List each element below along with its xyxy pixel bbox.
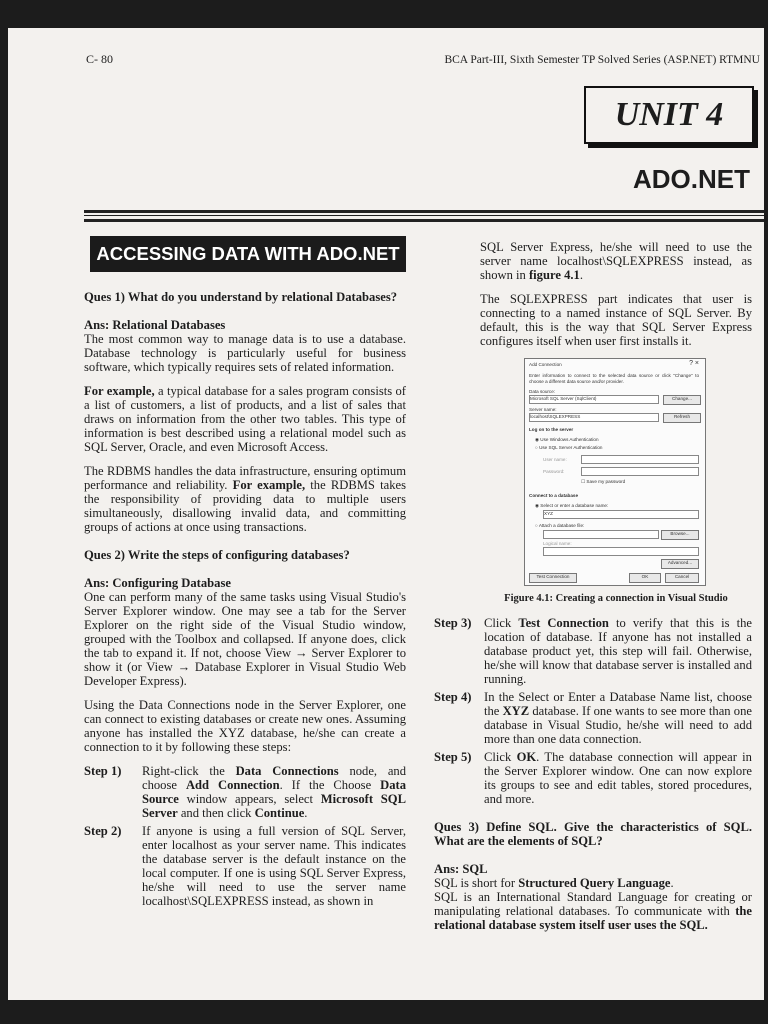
change-button: Change... (663, 395, 701, 405)
logical-name-field (543, 547, 699, 556)
answer-title: Ans: Configuring Database (84, 576, 231, 590)
step-1 (84, 764, 406, 820)
question-2: Ques 2) Write the steps of configuring databases? (84, 548, 350, 562)
dialog-title: Add Connection (529, 362, 562, 367)
close-icon: ? × (689, 360, 699, 367)
question-3: Ques 3) Define SQL. Give the characteristics of SQL. What are the elements of SQL? (434, 820, 752, 848)
cancel-button: Cancel (665, 573, 699, 583)
step-text: Click Test Connection to verify that this is the location of database. If anyone has not installed a database product yet, this step will fail. Otherwise, he/she will know that database server is installed and running. (484, 616, 752, 686)
divider-rule (84, 219, 764, 222)
paragraph: One can perform many of the same tasks using Visual Studio's Server Explorer window. One may see a tab for the Server Explorer on the right side of the Visual Studio window, grouped with the Toolbox and collapsed. If anyone does, click the tab to expand it. If not, choose View → Server Explorer to show it (or View → Database Explorer in Visual Studio Web Developer Express). (84, 590, 406, 688)
step-text: In the Select or Enter a Database Name list, choose the XYZ database. If one wants to see more than one database in Visual Studio, he/she will need to add more than one data connection. (484, 690, 752, 746)
logon-group-label: Log on to the server (529, 427, 574, 432)
select-db-option: ◉ Select or enter a database name: (535, 503, 609, 508)
answer-title: Ans: SQL (434, 862, 488, 876)
step-label: Step 5) (434, 750, 472, 764)
server-name-field: localhost\SQLEXPRESS (529, 413, 659, 422)
user-name-label: User name: (543, 457, 567, 462)
connect-group-label: Connect to a database (529, 493, 579, 498)
logical-name-label: Logical name: (543, 541, 572, 546)
chapter-title: ADO.NET (633, 164, 750, 194)
paragraph-text: the RDBMS takes the responsibility of providing data to multiple users simultaneously, disallowing invalid data, and committing groups of actions at once using transactions. (84, 478, 406, 534)
step-label: Step 1) (84, 764, 122, 778)
paragraph (84, 384, 406, 454)
server-name-label: Server name: (529, 407, 557, 412)
user-name-field (581, 455, 699, 464)
emphasis: For example, (232, 478, 306, 492)
save-password-checkbox: ☐ Save my password (581, 479, 626, 484)
database-name-field: XYZ (543, 510, 699, 519)
paragraph: SQL Server Express, he/she will need to use the server name localhost\SQLEXPRESS instead, as shown in figure 4.1. (480, 240, 752, 282)
attach-file-field (543, 530, 659, 539)
browse-button: Browse... (661, 530, 699, 540)
step-label: Step 3) (434, 616, 472, 630)
data-source-label: Data source: (529, 389, 556, 394)
refresh-button: Refresh (663, 413, 701, 423)
running-head: BCA Part-III, Sixth Semester TP Solved Series (ASP.NET) RTMNU (444, 54, 760, 66)
password-label: Password: (543, 469, 565, 474)
paragraph-text: The RDBMS handles the data infrastructure, ensuring optimum performance and reliability. (84, 464, 406, 492)
step-label: Step 2) (84, 824, 122, 838)
ok-button: OK (629, 573, 661, 583)
divider-rule (84, 210, 764, 213)
data-source-field: Microsoft SQL Server (SqlClient) (529, 395, 659, 404)
step-label: Step 4) (434, 690, 472, 704)
step-text: Click OK. The database connection will appear in the Server Explorer window. One can now explore its groups to see and edit tables, stored procedures, and more. (484, 750, 752, 806)
add-connection-dialog-figure (524, 358, 706, 586)
paragraph (84, 464, 406, 534)
test-connection-button: Test Connection (529, 573, 577, 583)
paragraph-text: a typical database for a sales program consists of a list of customers, a list of products, and a list of sales that draws on information from the other two tables. This type of information is best described using a relational model such as SQL Server, Oracle, and even Microsoft Access. (84, 384, 406, 454)
question-1: Ques 1) What do you understand by relational Databases? (84, 290, 398, 304)
password-field (581, 467, 699, 476)
unit-label: UNIT 4 (584, 86, 754, 144)
dialog-instruction: Enter information to connect to the selected data source or click "Change" to choose a different data source and/or provider. (529, 373, 699, 384)
right-column (434, 240, 752, 942)
divider-rule (84, 215, 764, 216)
answer-1 (84, 318, 406, 374)
sql-auth-option: ○ Use SQL Server Authentication (535, 445, 603, 450)
step-3 (434, 616, 752, 686)
left-column (84, 234, 407, 908)
attach-db-option: ○ Attach a database file: (535, 523, 585, 528)
advanced-button: Advanced... (661, 559, 699, 569)
paragraph: The SQLEXPRESS part indicates that user is connecting to a named instance of SQL Server. By default, this is the way that SQL Server Express configures itself when user first installs it. (480, 292, 752, 348)
emphasis: For example, (84, 384, 155, 398)
figure-caption: Figure 4.1: Creating a connection in Visual Studio (504, 593, 728, 604)
emphasis: figure 4.1 (528, 268, 580, 282)
textbook-page (8, 28, 764, 1000)
step-text: If anyone is using a full version of SQL Server, enter localhost as your server name. This indicates the database server is the default instance on the local computer. If one is using SQL Server Express, he/she will need to use the server name localhost\SQLEXPRESS instead, as shown in (142, 824, 406, 908)
steps-3-to-5 (434, 616, 752, 806)
step-4 (434, 690, 752, 746)
answer-2 (84, 576, 406, 688)
paragraph: The most common way to manage data is to use a database. Database technology is particularly useful for business software, which typically requires sets of related information. (84, 332, 406, 374)
step-5 (434, 750, 752, 806)
step-text: Right-click the Data Connections node, and choose Add Connection. If the Choose Data Source window appears, select Microsoft SQL Server and then click Continue. (142, 764, 407, 820)
step-2 (84, 824, 406, 908)
answer-title: Ans: Relational Databases (84, 318, 226, 332)
answer-3: Ans: SQL SQL is short for Structured Query Language. SQL is an International Standard Language for creating or manipulating relational databases. To communicate with the relational database system itself user uses the SQL. (434, 862, 752, 932)
section-heading: ACCESSING DATA WITH ADO.NET (90, 236, 406, 272)
page-number: C- 80 (86, 52, 113, 66)
windows-auth-option: ◉ Use Windows Authentication (535, 437, 599, 442)
paragraph: Using the Data Connections node in the Server Explorer, one can connect to existing databases or create new ones. Assuming anyone has installed the XYZ database, he/she can create a connection to it by following these steps: (84, 698, 406, 754)
